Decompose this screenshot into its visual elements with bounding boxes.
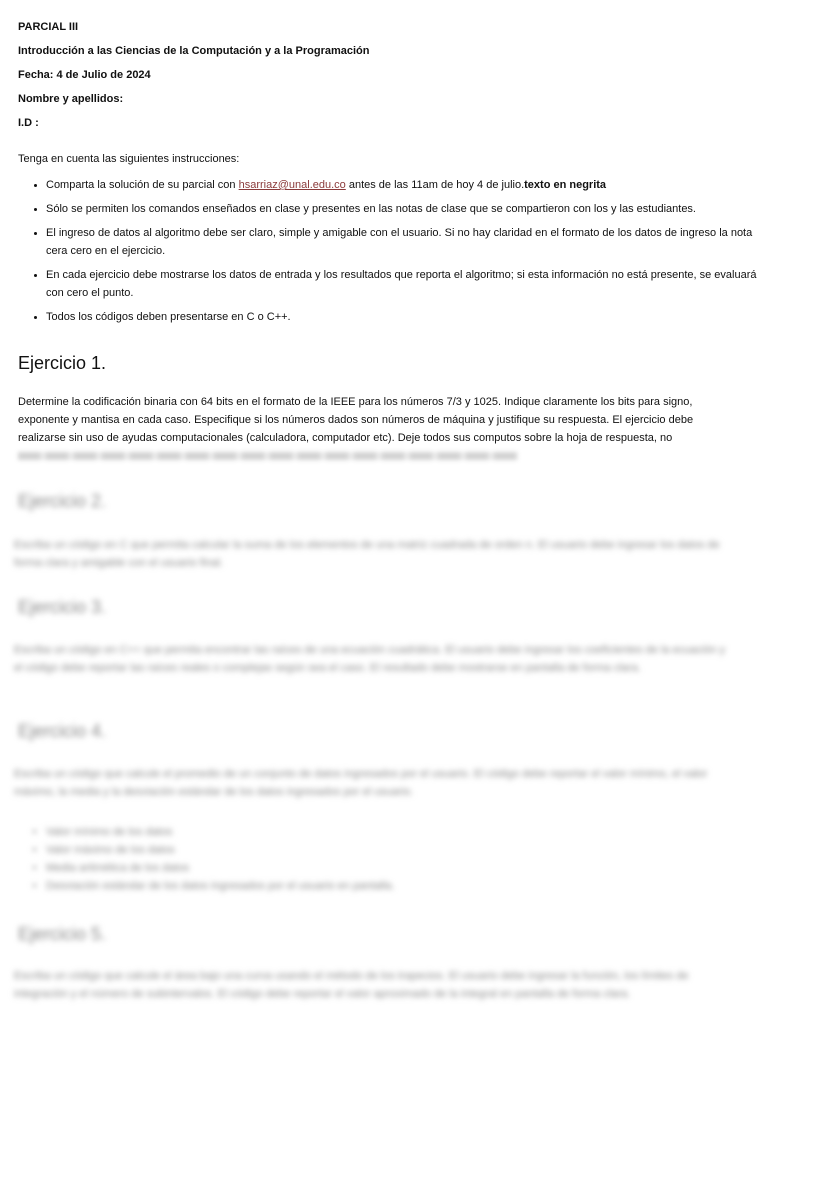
instruction-item: • Comparta la solución de su parcial con hsarriaz@unal.edu.co antes de las 11am de hoy 4 de julio.texto en negrita xyxy=(46,176,758,194)
exercise-4-list xyxy=(18,823,395,895)
exercise-2-heading: Ejercicio 2. xyxy=(18,491,107,511)
instruction-item: • En cada ejercicio debe mostrarse los datos de entrada y los resultados que reporta el algoritmo; si esta información no está presente, se evaluará con cero el punto. xyxy=(46,266,758,302)
exercise-3-text: Escriba un código en C++ que permita encontrar las raíces de una ecuación cuadrática. El usuario debe ingresar los coeficientes de la ecuación y el código debe reportar las raíces reales o complejas según sea el caso. El resultado debe mostrarse en pantalla de forma clara. xyxy=(14,644,726,674)
exercise-1-heading: Ejercicio 1. xyxy=(18,353,107,373)
bold-text: texto en negrita xyxy=(524,179,607,191)
exam-date: Fecha: 4 de Julio de 2024 xyxy=(18,69,151,81)
instruction-item: • Sólo se permiten los comandos enseñados en clase y presentes en las notas de clase que se compartieron con los y las estudiantes. xyxy=(46,200,758,218)
exercise-3-heading: Ejercicio 3. xyxy=(18,597,107,617)
instruction-item: • El ingreso de datos al algoritmo debe ser claro, simple y amigable con el usuario. Si no hay claridad en el formato de los datos de ingreso la nota cera cero en el ejercicio. xyxy=(46,224,758,260)
exercise-1-text: Determine la codificación binaria con 64 bits en el formato de la IEEE para los números 7/3 y 1025. Indique claramente los bits para signo, exponente y mantisa en cada caso. Especifique si los números dados son números de máquina y justifique su respuesta. El ejercicio debe realizarse sin uso de ayudas computacionales (calculadora, computador etc). Deje todos sus computos sobre la hoja de respuesta, no xyxy=(18,396,694,444)
id-label: I.D : xyxy=(18,117,39,129)
instructions-list xyxy=(18,176,758,332)
list-item: • Desviación estándar de los datos ingresados por el usuario en pantalla. xyxy=(46,877,395,895)
list-item: • Valor mínimo de los datos xyxy=(46,823,395,841)
instructions-intro: Tenga en cuenta las siguientes instrucciones: xyxy=(18,153,240,165)
exam-title: PARCIAL III xyxy=(18,21,79,33)
exercise-4-heading: Ejercicio 4. xyxy=(18,721,107,741)
exercise-2-text: Escriba un código en C que permita calcular la suma de los elementos de una matriz cuadrada de orden n. El usuario debe ingresar los datos de forma clara y amigable con el usuario final. xyxy=(14,539,720,569)
name-label: Nombre y apellidos: xyxy=(18,93,124,105)
blurred-line xyxy=(18,452,518,460)
email-link[interactable]: hsarriaz@unal.edu.co xyxy=(238,179,346,191)
course-name: Introducción a las Ciencias de la Computación y a la Programación xyxy=(18,45,370,57)
exercise-4-text: Escriba un código que calcule el promedio de un conjunto de datos ingresados por el usuario. El código debe reportar el valor mínimo, el valor máximo, la media y la desviación estándar de los datos ingresados por el usuario. xyxy=(14,768,708,798)
list-item: • Media aritmética de los datos xyxy=(46,859,395,877)
exercise-5-heading: Ejercicio 5. xyxy=(18,924,107,944)
list-item: • Valor máximo de los datos xyxy=(46,841,395,859)
exercise-5-text: Escriba un código que calcule el área bajo una curva usando el método de los trapecios. El usuario debe ingresar la función, los límites de integración y el número de subintervalos. El código debe reportar el valor aproximado de la integral en pantalla de forma clara. xyxy=(14,970,689,1000)
instruction-item: • Todos los códigos deben presentarse en C o C++. xyxy=(46,308,758,326)
